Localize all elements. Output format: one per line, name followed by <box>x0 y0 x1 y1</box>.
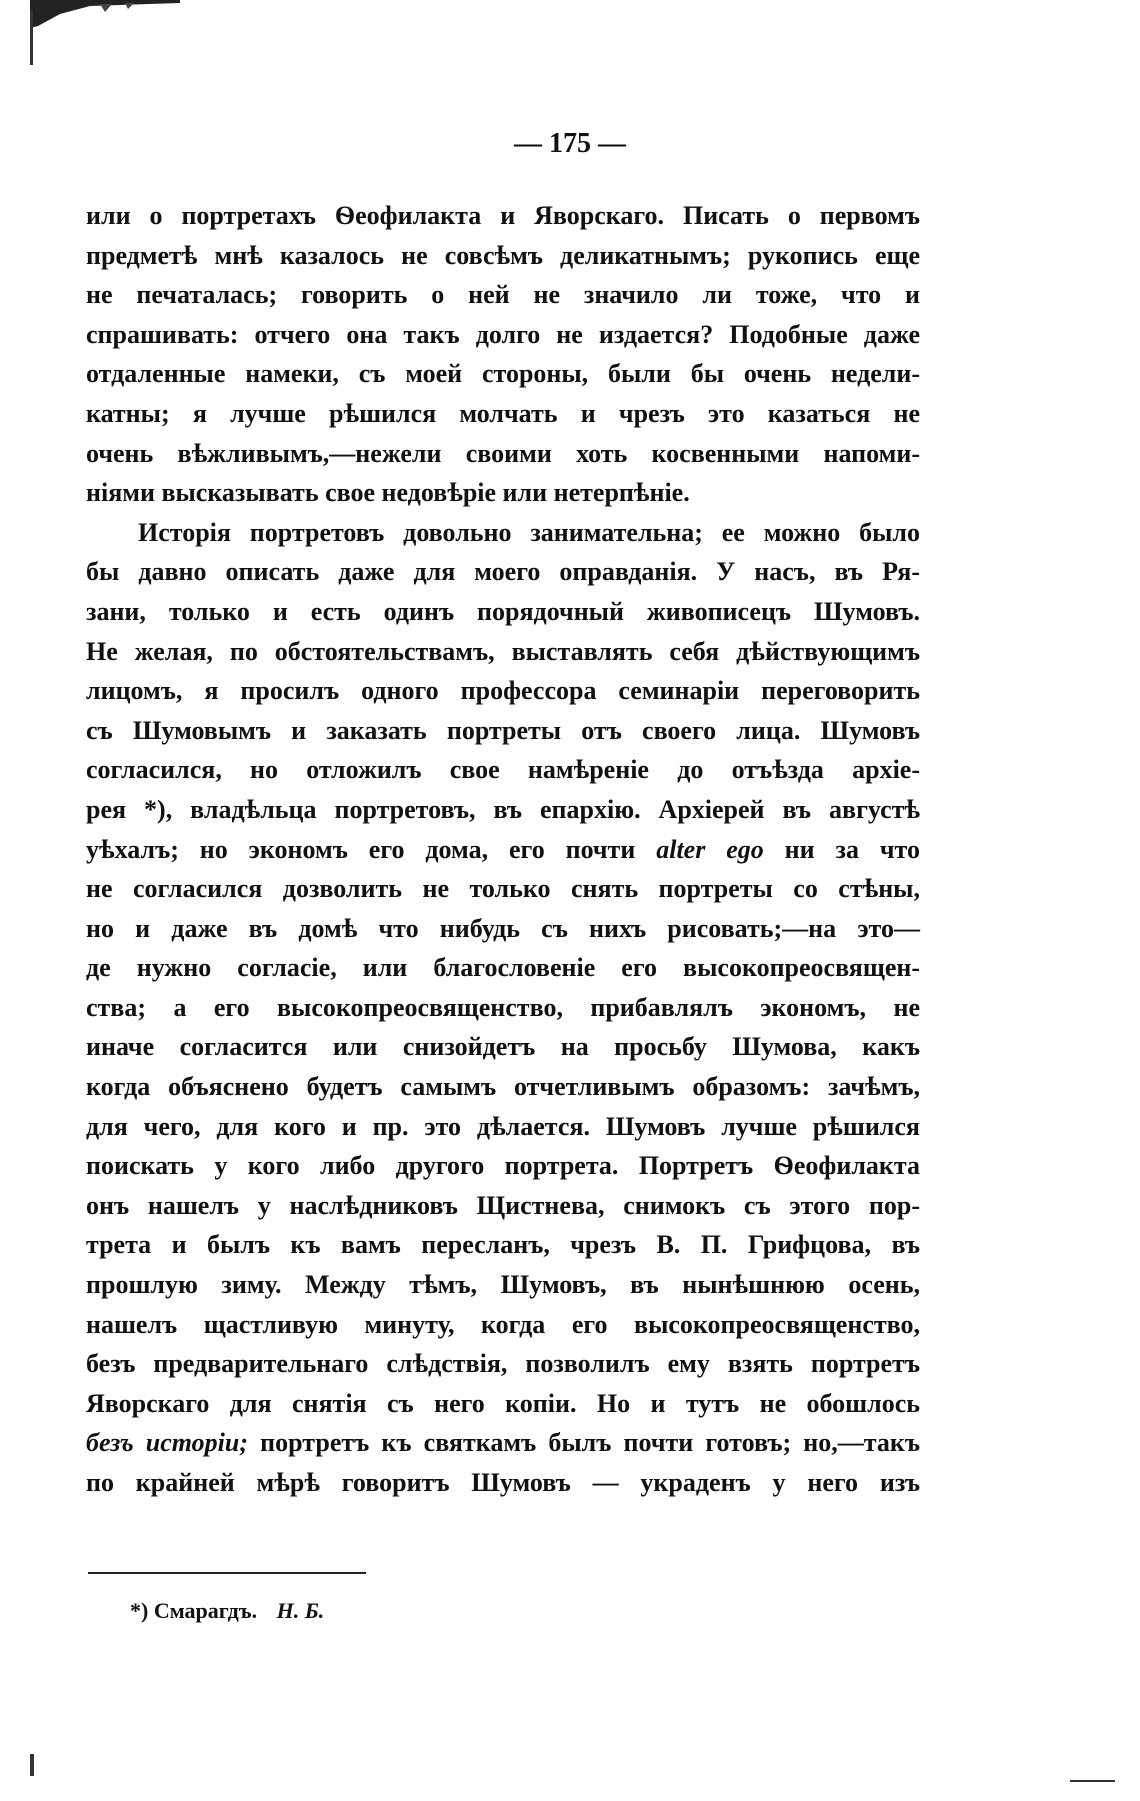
text-line: отдаленные намеки, съ моей стороны, были бы очень недели- <box>86 359 920 389</box>
text-run: портретъ къ святкамъ былъ почти готовъ; но,—такъ <box>260 1428 921 1458</box>
footnote-divider <box>88 1572 366 1574</box>
text-line: поискать у кого либо другого портрета. Портретъ Ѳеофилакта <box>86 1151 920 1181</box>
footnote-text: *) Смарагдъ. <box>130 1598 258 1623</box>
scan-corner-mark <box>30 1754 34 1776</box>
text-line: катны; я лучше рѣшился молчать и чрезъ это казаться не <box>86 398 920 428</box>
scan-artifact-mark <box>30 0 180 28</box>
text-line: очень вѣжливымъ,—нежели своими хоть косвенными напоми- <box>86 438 920 468</box>
text-line: лицомъ, я просилъ одного профессора семинаріи переговорить <box>86 676 920 706</box>
text-run: уѣхалъ; но экономъ его дома, его почти <box>86 834 636 864</box>
text-line: согласился, но отложилъ свое намѣреніе до отъѣзда архіе- <box>86 755 920 785</box>
text-line: онъ нашелъ у наслѣдниковъ Щистнева, снимокъ съ этого пор- <box>86 1190 920 1220</box>
text-line: или о портретахъ Ѳеофилакта и Яворскаго. Писать о первомъ <box>86 201 920 230</box>
text-line: не согласился дозволить не только снять портреты со стѣны, <box>86 874 920 904</box>
text-line: зани, только и есть одинъ порядочный живописецъ Шумовъ. <box>86 596 920 626</box>
text-line: предметѣ мнѣ казалось не совсѣмъ деликатнымъ; рукопись еще <box>86 240 920 270</box>
scan-edge-line <box>30 10 33 65</box>
text-line: для чего, для кого и пр. это дѣлается. Шумовъ лучше рѣшился <box>86 1111 920 1141</box>
footnote <box>130 1598 324 1624</box>
latin-phrase: alter ego <box>656 834 764 864</box>
text-line: съ Шумовымъ и заказать портреты отъ своего лица. Шумовъ <box>86 715 920 745</box>
text-line: ніями высказывать свое недовѣріе или нетерпѣніе. <box>86 478 690 508</box>
page-number: — 175 — <box>514 128 626 159</box>
text-line: де нужно согласіе, или благословеніе его высокопреосвящен- <box>86 953 920 983</box>
text-line: спрашивать: отчего она такъ долго не издается? Подобные даже <box>86 319 920 349</box>
footnote-signature: Н. Б. <box>276 1598 325 1623</box>
text-line: бы давно описать даже для моего оправданія. У насъ, въ Ря- <box>86 557 920 587</box>
text-line: не печаталась; говорить о ней не значило ли тоже, что и <box>86 280 920 310</box>
text-line: Исторія портретовъ довольно занимательна; ее можно было <box>138 517 920 547</box>
text-line: ства; а его высокопреосвященство, прибавлялъ экономъ, не <box>86 992 920 1022</box>
body-text <box>86 196 920 1503</box>
text-line: рея *), владѣльца портретовъ, въ епархію. Архіерей въ августѣ <box>86 794 920 824</box>
text-line: прошлую зиму. Между тѣмъ, Шумовъ, въ нынѣшнюю осень, <box>86 1270 920 1300</box>
text-line: когда объяснено будетъ самымъ отчетливымъ образомъ: зачѣмъ, <box>86 1072 920 1102</box>
text-line: нашелъ щастливую минуту, когда его высокопреосвященство, <box>86 1309 920 1339</box>
scan-corner-mark <box>1070 1780 1115 1782</box>
text-line <box>86 1423 920 1463</box>
text-line: Яворскаго для снятія съ него копіи. Но и тутъ не обошлось <box>86 1388 920 1418</box>
text-line: но и даже въ домѣ что нибудь съ нихъ рисовать;—на это— <box>86 913 920 943</box>
text-line: по крайней мѣрѣ говоритъ Шумовъ — украденъ у него изъ <box>86 1468 920 1497</box>
text-line: безъ предварительнаго слѣдствія, позволилъ ему взять портретъ <box>86 1349 920 1379</box>
text-line: Не желая, по обстоятельствамъ, выставлять себя дѣйствующимъ <box>86 636 920 666</box>
text-run: ни за что <box>784 834 920 864</box>
text-line: трета и былъ къ вамъ пересланъ, чрезъ В. П. Грифцова, въ <box>86 1230 920 1260</box>
emphasis-phrase: безъ исторіи; <box>86 1428 249 1458</box>
text-line: иначе согласится или снизойдетъ на просьбу Шумова, какъ <box>86 1032 920 1062</box>
text-line <box>86 830 920 870</box>
